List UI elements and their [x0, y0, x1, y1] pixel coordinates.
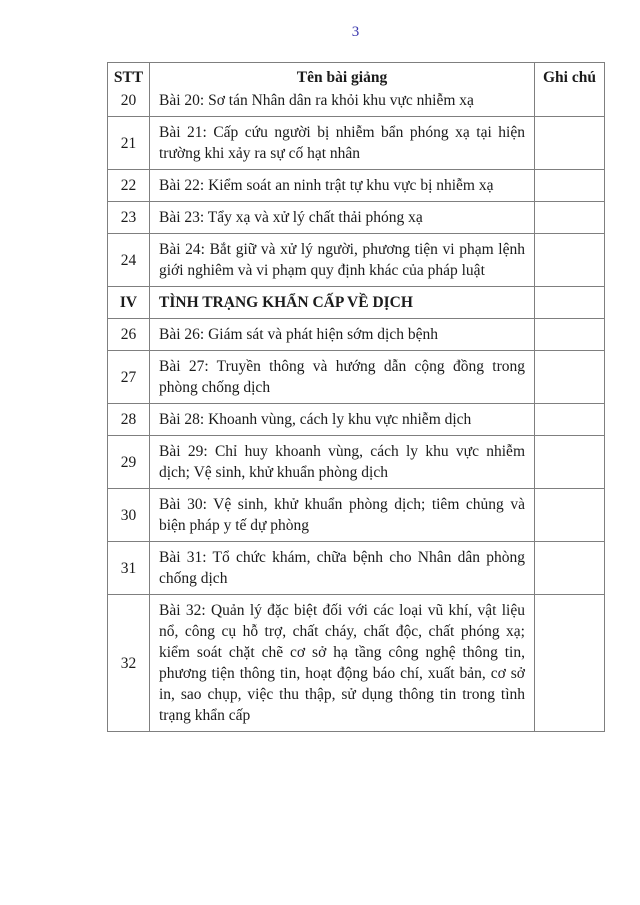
table-row — [108, 404, 605, 436]
row-note-cell — [535, 351, 605, 404]
row-title-cell: Bài 26: Giám sát và phát hiện sớm dịch bệnh — [150, 319, 535, 351]
row-number-cell: 29 — [108, 436, 150, 489]
table-row — [108, 170, 605, 202]
row-title-cell: Bài 29: Chỉ huy khoanh vùng, cách ly khu vực nhiễm dịch; Vệ sinh, khử khuẩn phòng dịch — [150, 436, 535, 489]
table-row — [108, 319, 605, 351]
table-row — [108, 287, 605, 319]
row-number-cell: 32 — [108, 595, 150, 732]
row-note-cell — [535, 404, 605, 436]
row-number-cell: 21 — [108, 117, 150, 170]
row-note-cell — [535, 234, 605, 287]
row-title-cell: Bài 23: Tẩy xạ và xử lý chất thải phóng xạ — [150, 202, 535, 234]
row-title-cell: Bài 27: Truyền thông và hướng dẫn cộng đồng trong phòng chống dịch — [150, 351, 535, 404]
table-row — [108, 202, 605, 234]
row-number-cell: 31 — [108, 542, 150, 595]
row-note-cell — [535, 436, 605, 489]
lecture-table — [107, 62, 605, 732]
header-stt: STT — [108, 63, 150, 90]
row-note-cell — [535, 319, 605, 351]
table-row — [108, 234, 605, 287]
table-row — [108, 436, 605, 489]
row-number-cell: 28 — [108, 404, 150, 436]
row-number-cell: 20 — [108, 89, 150, 117]
row-note-cell — [535, 542, 605, 595]
table-header-row — [108, 63, 605, 90]
table-row — [108, 542, 605, 595]
row-number-cell: 27 — [108, 351, 150, 404]
row-title-cell: Bài 22: Kiểm soát an ninh trật tự khu vực bị nhiễm xạ — [150, 170, 535, 202]
header-note: Ghi chú — [535, 63, 605, 90]
row-title-cell: Bài 31: Tổ chức khám, chữa bệnh cho Nhân dân phòng chống dịch — [150, 542, 535, 595]
table-row — [108, 489, 605, 542]
row-number-cell: 30 — [108, 489, 150, 542]
row-number-cell: IV — [108, 287, 150, 319]
row-title-cell: Bài 28: Khoanh vùng, cách ly khu vực nhiễm dịch — [150, 404, 535, 436]
row-number-cell: 22 — [108, 170, 150, 202]
table-row — [108, 595, 605, 732]
row-note-cell — [535, 489, 605, 542]
row-note-cell — [535, 595, 605, 732]
row-title-cell: Bài 24: Bắt giữ và xử lý người, phương tiện vi phạm lệnh giới nghiêm và vi phạm quy định khác của pháp luật — [150, 234, 535, 287]
row-note-cell — [535, 287, 605, 319]
table-body — [108, 89, 605, 732]
row-note-cell — [535, 202, 605, 234]
row-title-cell: Bài 30: Vệ sinh, khử khuẩn phòng dịch; tiêm chủng và biện pháp y tế dự phòng — [150, 489, 535, 542]
header-title: Tên bài giảng — [150, 63, 535, 90]
row-note-cell — [535, 117, 605, 170]
page-number: 3 — [351, 24, 360, 40]
row-title-cell: TÌNH TRẠNG KHẨN CẤP VỀ DỊCH — [150, 287, 535, 319]
row-note-cell — [535, 170, 605, 202]
row-title-cell: Bài 20: Sơ tán Nhân dân ra khỏi khu vực nhiễm xạ — [150, 89, 535, 117]
table-row — [108, 351, 605, 404]
row-number-cell: 26 — [108, 319, 150, 351]
row-number-cell: 24 — [108, 234, 150, 287]
row-note-cell — [535, 89, 605, 117]
row-title-cell: Bài 21: Cấp cứu người bị nhiễm bẩn phóng xạ tại hiện trường khi xảy ra sự cố hạt nhân — [150, 117, 535, 170]
row-title-cell: Bài 32: Quản lý đặc biệt đối với các loại vũ khí, vật liệu nổ, công cụ hỗ trợ, chất cháy, chất độc, chất phóng xạ; kiểm soát chặt chẽ cơ sở hạ tầng công nghệ thông tin, phương tiện thông tin, hoạt động báo chí, xuất bản, cơ sở in, sao chụp, việc thu thập, sử dụng thông tin trong tình trạng khẩn cấp — [150, 595, 535, 732]
table-row — [108, 89, 605, 117]
table-row — [108, 117, 605, 170]
row-number-cell: 23 — [108, 202, 150, 234]
